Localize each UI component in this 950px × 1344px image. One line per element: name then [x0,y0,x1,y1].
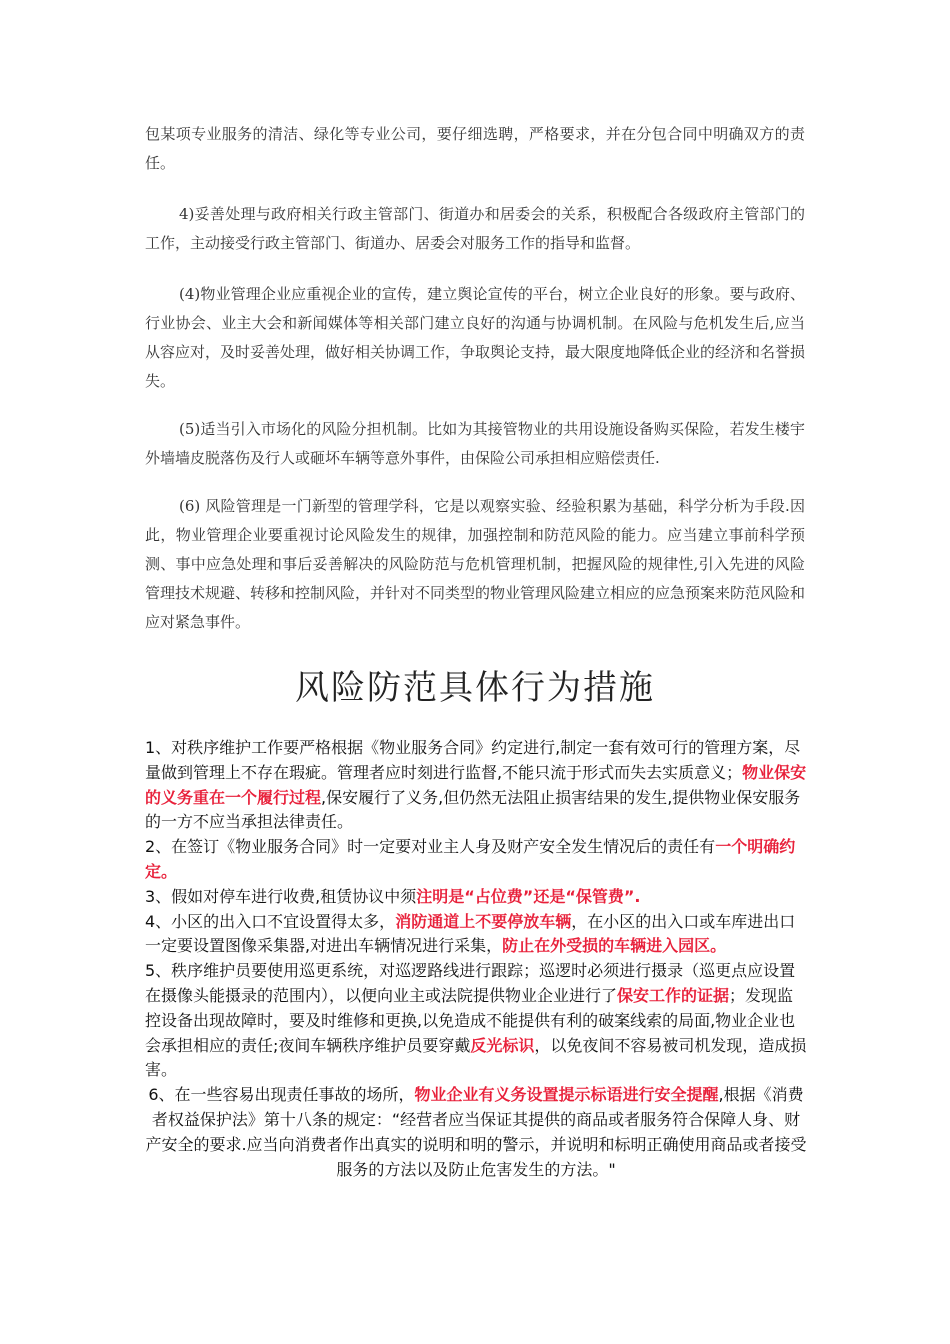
item-text: ；发现监控设备出现故障时，要及时维修和更换,以免造成不能提供有利的破案线索的局面,物业企业也会承担相应的责任;夜间车辆秩序维护员要穿戴 [145,985,796,1055]
measure-item-1 [145,736,807,835]
item-text: 2、在签订《物业服务合同》时一定要对业主人身及财产安全发生情况后的责任有 [145,837,716,857]
item-text: 5、秩序维护员要使用巡更系统，对巡逻路线进行跟踪；巡逻时必须进行摄录（巡更点应设置在摄像头能摄录的范围内），以便向业主或法院提供物业企业进行了 [145,961,796,1005]
item-text: ,保安履行了义务,但仍然无法阻止损害结果的发生,提供物业保安服务的一方不应当承担法律责任。 [145,787,801,832]
intro-paragraph-5 [145,492,805,637]
highlight-text: 反光标识 [470,1035,535,1055]
section-heading: 风险防范具体行为措施 [295,668,655,708]
measure-item-5 [145,959,807,1083]
highlight-text: 消防通道上不要停放车辆 [395,911,572,931]
item-text: ，在小区的出入口或车库进出口一定要设置图像采集器,对进出车辆情况进行采集， [145,911,796,956]
highlight-text: 物业保安的义务重在一个履行过程 [145,762,807,807]
intro-paragraph-1 [145,120,805,178]
measure-item-3 [145,885,807,910]
item-text: 6、在一些容易出现责任事故的场所， [148,1085,415,1105]
paragraph-text: (6) 风险管理是一门新型的管理学科，它是以观察实验、经验积累为基础，科学分析为手段.因此，物业管理企业要重视讨论风险发生的规律，加强控制和防范风险的能力。应当建立事前科学预测、事中应急处理和事后妥善解决的风险防范与危机管理机制，把握风险的规律性,引入先进的风险管理技术规避、转移和控制风险，并针对不同类型的物业管理风险建立相应的应急预案来防范风险和应对紧急事件。 [145,497,806,631]
measures-list [145,736,807,1182]
measure-item-4 [145,910,807,960]
item-text: ,根据《消费者权益保护法》第十八条的规定：“经营者应当保证其提供的商品或者服务符合保障人身、财产安全的要求.应当向消费者作出真实的说明和明的警示，并说明和标明正确使用商品或者接受服务的方法以及防止危害发生的方法。" [145,1085,807,1179]
paragraph-text: (4)物业管理企业应重视企业的宣传，建立舆论宣传的平台，树立企业良好的形象。要与政府、行业协会、业主大会和新闻媒体等相关部门建立良好的沟通与协调机制。在风险与危机发生后,应当从容应对，及时妥善处理，做好相关协调工作，争取舆论支持，最大限度地降低企业的经济和名誉损失。 [145,285,806,390]
measure-item-6 [145,1083,807,1182]
intro-paragraph-3 [145,280,805,396]
highlight-text: 防止在外受损的车辆进入园区。 [502,936,727,956]
item-text: ，以免夜间不容易被司机发现，造成损害。 [145,1035,807,1080]
measure-item-2 [145,835,807,885]
paragraph-text: (5)适当引入市场化的风险分担机制。比如为其接管物业的共用设施设备购买保险，若发生楼宇外墙墙皮脱落伤及行人或砸坏车辆等意外事件，由保险公司承担相应赔偿责任. [145,420,805,467]
item-text: 3、假如对停车进行收费,租赁协议中须 [145,886,417,906]
item-text: 4、小区的出入口不宜设置得太多， [145,911,396,931]
highlight-text: 物业企业有义务设置提示标语进行安全提醒 [414,1085,719,1105]
highlight-text: 注明是“占位费”还是“保管费”. [416,886,641,906]
intro-paragraph-4 [145,415,805,473]
highlight-text: 一个明确约定。 [145,837,796,881]
paragraph-text: 包某项专业服务的清洁、绿化等专业公司，要仔细选聘，严格要求，并在分包合同中明确双方的责任。 [145,125,805,172]
highlight-text: 保安工作的证据 [617,985,730,1005]
item-text: 1、对秩序维护工作要严格根据《物业服务合同》约定进行,制定一套有效可行的管理方案，尽量做到管理上不存在瑕疵。管理者应时刻进行监督,不能只流于形式而失去实质意义； [145,738,801,782]
intro-paragraph-2 [145,200,805,258]
paragraph-text: 4)妥善处理与政府相关行政主管部门、街道办和居委会的关系，积极配合各级政府主管部门的工作，主动接受行政主管部门、街道办、居委会对服务工作的指导和监督。 [145,205,805,252]
